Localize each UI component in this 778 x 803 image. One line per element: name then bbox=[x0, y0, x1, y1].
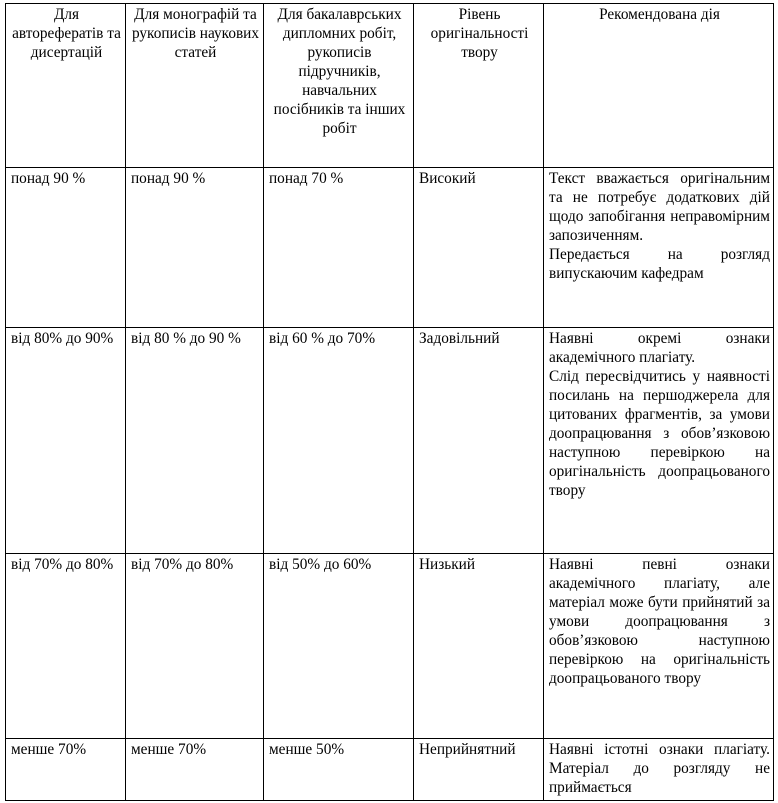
cell-action bbox=[544, 739, 774, 801]
cell-dissertations: від 70% до 80% bbox=[6, 554, 126, 739]
cell-bachelor: від 60 % до 70% bbox=[264, 328, 414, 554]
cell-monographs: від 70% до 80% bbox=[126, 554, 264, 739]
cell-dissertations: менше 70% bbox=[6, 739, 126, 801]
cell-level: Низький bbox=[414, 554, 544, 739]
cell-dissertations: понад 90 % bbox=[6, 168, 126, 328]
action-paragraph: Слід пересвідчитись у наявності посилань на першоджерела для цитованих фрагментів, за умови доопрацювання з обов’язковою наступною перевіркою на оригінальність доопрацьованого твору bbox=[549, 368, 770, 499]
action-paragraph: Наявні певні ознаки академічного плагіату, але матеріал може бути прийнятий за умови доопрацювання з обов’язковою наступною перевіркою на оригінальність доопрацьованого твору bbox=[549, 556, 770, 687]
table-row bbox=[6, 328, 774, 554]
cell-bachelor: понад 70 % bbox=[264, 168, 414, 328]
cell-dissertations: від 80% до 90% bbox=[6, 328, 126, 554]
cell-action bbox=[544, 554, 774, 739]
action-paragraph: Наявні істотні ознаки плагіату. Матеріал до розгляду не приймається bbox=[549, 741, 770, 796]
cell-monographs: менше 70% bbox=[126, 739, 264, 801]
header-bachelor-works: Для бакалаврських дипломних робіт, рукописів підручників, навчальних посібників та інших робіт bbox=[264, 4, 414, 168]
header-dissertations: Для авторефератів та дисертацій bbox=[6, 4, 126, 168]
cell-level: Високий bbox=[414, 168, 544, 328]
cell-monographs: від 80 % до 90 % bbox=[126, 328, 264, 554]
header-recommended-action: Рекомендована дія bbox=[544, 4, 774, 168]
table-header-row bbox=[6, 4, 774, 168]
header-originality-level: Рівень оригінальності твору bbox=[414, 4, 544, 168]
cell-monographs: понад 90 % bbox=[126, 168, 264, 328]
table-row bbox=[6, 739, 774, 801]
header-monographs: Для монографій та рукописів наукових статей bbox=[126, 4, 264, 168]
originality-table bbox=[5, 3, 774, 801]
cell-bachelor: менше 50% bbox=[264, 739, 414, 801]
cell-level: Задовільний bbox=[414, 328, 544, 554]
action-paragraph: Текст вважається оригінальним та не потребує додаткових дій щодо запобігання неправомірним запозиченням. bbox=[549, 170, 770, 244]
table-row bbox=[6, 168, 774, 328]
action-paragraph: Наявні окремі ознаки академічного плагіату. bbox=[549, 330, 770, 366]
cell-bachelor: від 50% до 60% bbox=[264, 554, 414, 739]
cell-level: Неприйнятний bbox=[414, 739, 544, 801]
cell-action bbox=[544, 328, 774, 554]
table-row bbox=[6, 554, 774, 739]
cell-action bbox=[544, 168, 774, 328]
action-paragraph: Передається на розгляд випускаючим кафедрам bbox=[549, 246, 770, 282]
